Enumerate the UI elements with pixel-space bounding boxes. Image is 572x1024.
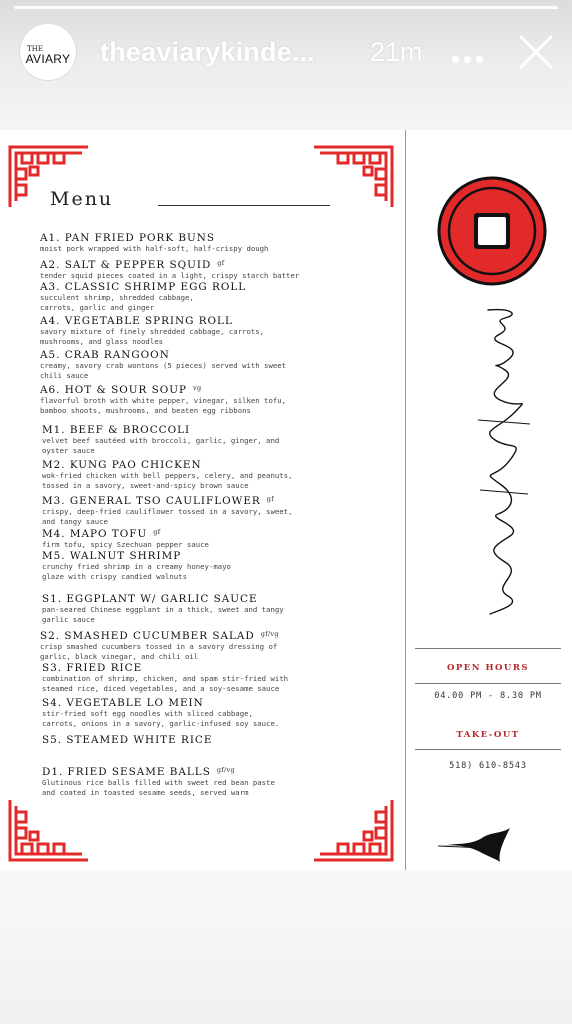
menu-item-description: savory mixture of finely shredded cabbage, carrots,: [40, 327, 265, 336]
menu-item-description: wok-fried chicken with bell peppers, celery, and peanuts,: [42, 471, 293, 480]
menu-item-description: mushrooms, and glass noodles: [40, 337, 164, 346]
menu-item-description: glaze with crispy candied walnuts: [42, 572, 187, 581]
menu-item-description: carrots, garlic and ginger: [40, 303, 155, 312]
menu-item-description: chili sauce: [40, 371, 89, 380]
feather-icon: [436, 824, 514, 864]
close-icon[interactable]: [518, 34, 554, 70]
menu-item-title: A5. CRAB RANGOON: [40, 349, 170, 361]
menu-item-title: M3. GENERAL TSO CAULIFLOWER: [42, 495, 261, 507]
menu-title-underline: [158, 205, 330, 206]
menu-item-name: [42, 662, 288, 674]
menu-item-name: [42, 593, 284, 605]
menu-item-title: D1. FRIED SESAME BALLS: [42, 766, 211, 778]
menu-item: [40, 257, 299, 281]
menu-item-title: A2. SALT & PEPPER SQUID: [40, 259, 212, 271]
menu-item-description: velvet beef sautéed with broccoli, garlic, ginger, and: [42, 436, 280, 445]
menu-item-title: A1. PAN FRIED PORK BUNS: [40, 232, 216, 244]
menu-item: [40, 382, 286, 416]
menu-item-description: crunchy fried shrimp in a creamy honey-mayo: [42, 562, 231, 571]
menu-item-title: S2. SMASHED CUCUMBER SALAD: [40, 630, 255, 642]
corner-ornament-bottom-left: [8, 798, 90, 862]
story-username[interactable]: theaviarykinde...: [100, 37, 315, 67]
takeout-phone: 518) 610-8543: [449, 761, 527, 771]
menu-item-title: M5. WALNUT SHRIMP: [42, 550, 182, 562]
menu-item: [42, 526, 209, 550]
avatar[interactable]: [20, 24, 76, 80]
story-progress-bar: [14, 6, 558, 9]
menu-item: [40, 281, 246, 313]
divider-hours: [415, 683, 561, 684]
menu-item-title: M2. KUNG PAO CHICKEN: [42, 459, 202, 471]
dietary-tag: gf: [266, 495, 274, 503]
menu-item-title: S3. FRIED RICE: [42, 662, 143, 674]
takeout-heading: TAKE-OUT: [456, 730, 520, 740]
corner-ornament-bottom-right: [312, 798, 394, 862]
menu-item-description: stir-fried soft egg noodles with sliced cabbage,: [42, 709, 253, 718]
menu-item-name: [40, 232, 268, 244]
menu-item: [42, 764, 275, 798]
nightbird-signature-icon: [470, 300, 540, 620]
menu-item-name: [40, 257, 299, 271]
dietary-tag: gf: [217, 259, 225, 267]
menu-item-description: combination of shrimp, chicken, and spam stir-fried with: [42, 674, 289, 683]
menu-item: [42, 550, 231, 582]
menu-item-name: [42, 764, 275, 778]
menu-item-description: garlic sauce: [42, 615, 95, 624]
menu-item: [42, 424, 279, 456]
divider-top: [415, 648, 561, 649]
open-hours-value: 04.00 PM - 8.30 PM: [434, 691, 542, 701]
menu-item-description: oyster sauce: [42, 446, 95, 455]
coin-logo-icon: [437, 176, 547, 286]
menu-item-name: [40, 628, 279, 642]
menu-item-name: [42, 424, 279, 436]
menu-item-name: [42, 697, 279, 709]
menu-item-title: S5. STEAMED WHITE RICE: [42, 734, 213, 746]
menu-item-name: [40, 281, 246, 293]
menu-item: [40, 232, 268, 254]
menu-item-name: [40, 349, 286, 361]
open-hours-heading: OPEN HOURS: [446, 663, 530, 673]
menu-item: [42, 734, 212, 746]
story-header: [20, 24, 560, 80]
divider-takeout: [415, 749, 561, 750]
menu-item-name: [42, 493, 292, 507]
menu-item-description: moist pork wrapped with half-soft, half-crispy dough: [40, 244, 269, 253]
story-timestamp: 21m: [370, 37, 423, 67]
menu-item-description: tender squid pieces coated in a light, crispy starch batter: [40, 271, 300, 280]
menu-item-title: M4. MAPO TOFU: [42, 528, 148, 540]
menu-item-title: S4. VEGETABLE LO MEIN: [42, 697, 204, 709]
menu-item-description: creamy, savory crab wontons (5 pieces) served with sweet: [40, 361, 287, 370]
menu-item: [40, 349, 286, 381]
more-options-icon[interactable]: [452, 48, 492, 60]
menu-item-name: [42, 734, 212, 746]
menu-item-title: A4. VEGETABLE SPRING ROLL: [40, 315, 233, 327]
menu-item-name: [40, 315, 264, 327]
menu-item: [40, 628, 279, 662]
menu-item-description: succulent shrimp, shredded cabbage,: [40, 293, 194, 302]
menu-item-description: steamed rice, diced vegetables, and a soy-sesame sauce: [42, 684, 280, 693]
menu-item-description: garlic, black vinegar, and chili oil: [40, 652, 199, 661]
corner-ornament-top-right: [312, 145, 394, 209]
menu-item-description: Glutinous rice balls filled with sweet red bean paste: [42, 778, 275, 787]
menu-item: [42, 459, 292, 491]
menu-item-title: S1. EGGPLANT W/ GARLIC SAUCE: [42, 593, 258, 605]
menu-item-description: and tangy sauce: [42, 517, 108, 526]
menu-item-title: M1. BEEF & BROCCOLI: [42, 424, 191, 436]
menu-item-description: flavorful broth with white pepper, vinegar, silken tofu,: [40, 396, 287, 405]
avatar-text: AVIARY: [25, 51, 71, 66]
menu-item: [42, 593, 284, 625]
menu-title: Menu: [50, 188, 114, 210]
menu-item-description: pan-seared Chinese eggplant in a thick, sweet and tangy: [42, 605, 284, 614]
menu-item: [42, 697, 279, 729]
menu-item-description: tossed in a savory, sweet-and-spicy brown sauce: [42, 481, 249, 490]
menu-item-name: [42, 526, 209, 540]
menu-item-description: crispy, deep-fried cauliflower tossed in a savory, sweet,: [42, 507, 293, 516]
menu-item-description: and coated in toasted sesame seeds, served warm: [42, 788, 249, 797]
avatar-text-small: THE: [27, 44, 43, 53]
menu-item-title: A6. HOT & SOUR SOUP: [40, 384, 187, 396]
dietary-tag: vg: [193, 384, 202, 392]
menu-item-name: [40, 382, 286, 396]
dietary-tag: gf: [153, 528, 161, 536]
menu-item: [42, 662, 288, 694]
menu-item-name: [42, 550, 231, 562]
menu-item-description: carrots, onions in a savory, garlic-infused soy sauce.: [42, 719, 280, 728]
menu-item-description: bamboo shoots, mushrooms, and beaten egg ribbons: [40, 406, 251, 415]
dietary-tag: gf/vg: [260, 630, 279, 638]
menu-item: [40, 315, 264, 347]
menu-item-description: firm tofu, spicy Szechuan pepper sauce: [42, 540, 209, 549]
menu-item: [42, 493, 292, 527]
menu-item-name: [42, 459, 292, 471]
dietary-tag: gf/vg: [216, 766, 235, 774]
menu-item-description: crisp smashed cucumbers tossed in a savory dressing of: [40, 642, 278, 651]
menu-item-title: A3. CLASSIC SHRIMP EGG ROLL: [40, 281, 247, 293]
